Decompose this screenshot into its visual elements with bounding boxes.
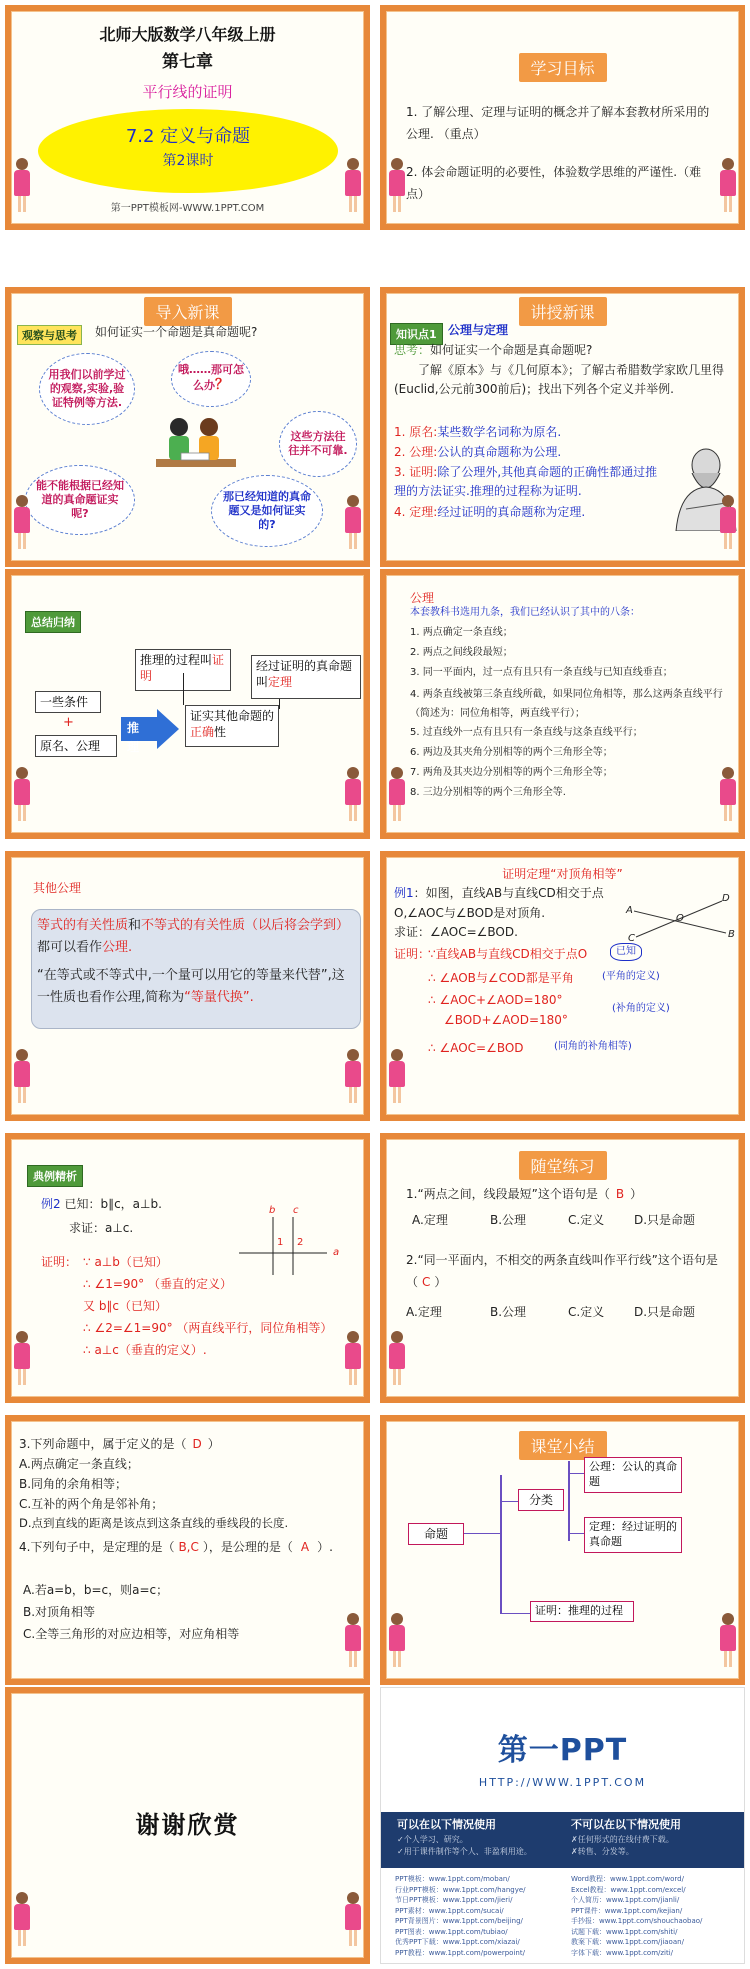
conditions-box: 一些条件 (35, 691, 101, 713)
other-axioms-title: 其他公理 (33, 881, 82, 895)
resource-link[interactable]: PPT教程：www.1ppt.com/powerpoint/ (395, 1948, 525, 1957)
brand-url: HTTP://WWW.1PPT.COM (478, 1776, 647, 1789)
thought-bubble: 这些方法往往并不可靠. (279, 411, 357, 477)
resource-link[interactable]: PPT素材：www.1ppt.com/sucai/ (395, 1906, 504, 1915)
slide-practice (380, 1133, 745, 1403)
proof-line: ∵直线AB与直线CD相交于点O (428, 947, 588, 961)
def-theorem: 4. 定理:经过证明的真命题称为定理. (394, 505, 586, 519)
connector-line (183, 673, 184, 705)
node-proposition: 命题 (408, 1523, 464, 1545)
practice-heading: 随堂练习 (518, 1151, 606, 1180)
lesson-period: 第2课时 (162, 153, 214, 169)
goals-heading: 学习目标 (518, 53, 606, 82)
proof-line: ∴ ∠1=90° （垂直的定义） (83, 1277, 232, 1291)
point-label-b: B (728, 929, 735, 940)
line-label-b: b (269, 1205, 276, 1216)
series-title: 北师大版数学八年级上册 (99, 25, 276, 44)
other-axioms-p2: “在等式或不等式中,一个量可以用它的等量来代替”,这一性质也看作公理,简称为“等量代换”. (37, 968, 345, 1006)
node-theorem: 定理：经过证明的真命题 (584, 1517, 682, 1553)
slide-other-axioms (5, 851, 370, 1121)
result-box: 证实其他命题的正确性 (185, 705, 279, 747)
goal-item: 2. 体会命题证明的必要性，体验数学思维的严谨性.（难点） (406, 165, 702, 202)
node-axiom: 公理：公认的真命题 (584, 1457, 682, 1493)
theorem-title: 证明定理“对顶角相等” (502, 867, 623, 881)
slide-goals (380, 5, 745, 230)
plus-sign: + (63, 715, 74, 730)
q1-option: D.只是命题 (634, 1213, 696, 1227)
girl-illustration (13, 1049, 31, 1105)
question-1: 1.“两点之间，线段最短”这个语句是（ B ） (406, 1187, 643, 1201)
girl-illustration (719, 158, 737, 214)
q2-option: A.定理 (406, 1305, 442, 1319)
intro-heading: 导入新课 (143, 297, 231, 326)
girl-illustration (344, 1331, 362, 1387)
resource-link[interactable]: 手抄报：www.1ppt.com/shouchaobao/ (571, 1917, 703, 1925)
proof-line: ∴ ∠AOC=∠BOD (428, 1041, 524, 1055)
girl-illustration (719, 495, 737, 551)
resource-link[interactable]: Word教程：www.1ppt.com/word/ (571, 1875, 684, 1883)
slide-thanks (5, 1687, 370, 1964)
proof-line: ∠BOD+∠AOD=180° (444, 1013, 568, 1027)
connector-line (570, 1533, 584, 1534)
slide-example (5, 1133, 370, 1403)
line-label-a: a (333, 1247, 340, 1258)
footer-text: 第一PPT模板网-WWW.1PPT.COM (110, 203, 265, 214)
proof-line: ∴ a⊥c（垂直的定义）. (83, 1343, 207, 1357)
cannot-use-item: ✗任何形式的在线付费下载。 (571, 1835, 674, 1844)
lecture-heading: 讲授新课 (518, 297, 606, 326)
girl-illustration (388, 1331, 406, 1387)
point-label-a: A (626, 905, 633, 916)
proof-label: 证明： (41, 1255, 78, 1269)
intro-question: 如何证实一个命题是真命题呢? (95, 325, 258, 339)
summary-tag: 总结归纳 (25, 611, 81, 633)
thought-bubble: 用我们以前学过的观察,实验,验证特例等方法. (39, 353, 135, 425)
girl-illustration (13, 495, 31, 551)
connector-line (500, 1613, 530, 1614)
thought-bubble: 能不能根据已经知道的真命题证实呢? (25, 465, 135, 535)
prove-statement: 求证：∠AOC=∠BOD. (394, 925, 518, 939)
point-label-d: D (722, 893, 730, 904)
observe-tag: 观察与思考 (17, 325, 82, 345)
students-illustration (151, 411, 241, 481)
angle-label-1: 1 (277, 1237, 284, 1248)
axiom-item: 1. 两点确定一条直线； (410, 627, 513, 638)
girl-illustration (388, 767, 406, 823)
connector-line (464, 1533, 500, 1534)
slide-lecture (380, 287, 745, 567)
resource-link[interactable]: 优秀PPT下载：www.1ppt.com/xiazai/ (395, 1938, 520, 1946)
girl-illustration (344, 1613, 362, 1669)
slide-wrapup (380, 1415, 745, 1685)
girl-illustration (344, 1049, 362, 1105)
axiom-item: 7. 两角及其夹边分别相等的两个三角形全等； (410, 767, 613, 778)
girl-illustration (13, 767, 31, 823)
resource-link[interactable]: PPT图表：www.1ppt.com/tubiao/ (395, 1927, 508, 1936)
question-2: 2.“同一平面内，不相交的两条直线叫作平行线”这个语句是（ C ） (406, 1253, 718, 1290)
can-use-title: 可以在以下情况使用 (397, 1818, 496, 1831)
prove-statement: 求证：a⊥c. (69, 1221, 134, 1235)
resource-link[interactable]: 试题下载：www.1ppt.com/shiti/ (571, 1927, 678, 1936)
reason-note: (补角的定义) (612, 1003, 670, 1014)
section-subtitle: 平行线的证明 (142, 83, 233, 101)
proof-line: ∴ ∠AOB与∠COD都是平角 (428, 971, 574, 985)
resource-link[interactable]: PPT背景图片：www.1ppt.com/beijing/ (395, 1917, 523, 1925)
q3-option: A.两点确定一条直线； (19, 1457, 139, 1471)
axiom-item: 4. 两条直线被第三条直线所截，如果同位角相等，那么这两条直线平行（简述为：同位角相等，两直线平行）； (410, 689, 723, 719)
axiom-item: 3. 同一平面内，过一点有且只有一条直线与已知直线垂直； (410, 667, 673, 678)
girl-illustration (13, 1892, 31, 1948)
wrapup-heading: 课堂小结 (518, 1431, 606, 1460)
q4-option: B.对顶角相等 (23, 1605, 96, 1619)
theorem-box: 经过证明的真命题叫定理 (251, 655, 361, 699)
def-primitive: 1. 原名:某些数学名词称为原名. (394, 425, 562, 439)
proof-box: 推理的过程叫证明 (135, 649, 231, 691)
chapter-title: 第七章 (162, 52, 213, 72)
thought-bubble: 哦……那可怎么办？ (171, 351, 251, 407)
q2-option: C.定义 (568, 1305, 605, 1319)
axiom-item: 6. 两边及其夹角分别相等的两个三角形全等； (410, 747, 613, 758)
q4-option: A.若a=b，b=c，则a=c； (23, 1583, 169, 1597)
axiom-item: 8. 三边分别相等的两个三角形全等. (410, 787, 566, 798)
reason-note: 已知 (610, 943, 642, 961)
girl-illustration (719, 767, 737, 823)
resource-link[interactable]: 教案下载：www.1ppt.com/jiaoan/ (571, 1938, 684, 1946)
question-3: 3.下列命题中，属于定义的是（ D ） (19, 1437, 220, 1451)
q2-option: B.公理 (490, 1305, 527, 1319)
axiom-item: 5. 过直线外一点有且只有一条直线与这条直线平行； (410, 727, 643, 738)
connector-line (570, 1473, 584, 1474)
think-line: 思考：如何证实一个命题是真命题呢? (394, 343, 593, 357)
slide-title (5, 5, 370, 230)
girl-illustration (13, 1331, 31, 1387)
point-label-o: O (676, 913, 684, 924)
connector-line (279, 699, 280, 709)
q4-option: C.全等三角形的对应边相等，对应角相等 (23, 1627, 240, 1641)
girl-illustration (388, 158, 406, 214)
resource-link[interactable]: 节日PPT模板：www.1ppt.com/jieri/ (395, 1896, 513, 1904)
slide-copyright (380, 1687, 745, 1964)
resource-link[interactable]: 字体下载：www.1ppt.com/ziti/ (571, 1948, 674, 1957)
question-4: 4.下列句子中，是定理的是（ B,C ），是公理的是（ A ）. (19, 1540, 333, 1554)
example-2: 例2 已知：b∥c，a⊥b. (41, 1197, 162, 1211)
resource-link[interactable]: 个人简历：www.1ppt.com/jianli/ (571, 1896, 680, 1904)
can-use-item: ✓用于课件制作等个人、非盈利用途。 (397, 1847, 532, 1856)
cannot-use-title: 不可以在以下情况使用 (571, 1818, 681, 1831)
link-list-right (571, 1874, 739, 1958)
slide-vertical-angles (380, 851, 745, 1121)
proof-line: ∵ a⊥b（已知） (83, 1255, 168, 1269)
example-1: 例1：如图，直线AB与直线CD相交于点O,∠AOC与∠BOD是对顶角. (394, 886, 604, 921)
slide-exercises (5, 1415, 370, 1685)
girl-illustration (344, 1892, 362, 1948)
angle-label-2: 2 (297, 1237, 304, 1248)
lesson-title: 7.2 定义与命题 (125, 126, 251, 147)
connector-line (500, 1475, 502, 1613)
reason-note: (同角的补角相等) (554, 1041, 632, 1052)
cannot-use-item: ✗转售、分发等。 (571, 1847, 634, 1856)
line-label-c: c (293, 1205, 299, 1216)
axiom-item: 2. 两点之间线段最短； (410, 647, 513, 658)
resource-link[interactable]: Excel教程：www.1ppt.com/excel/ (571, 1885, 686, 1894)
q3-option: B.同角的余角相等； (19, 1477, 128, 1491)
slide-axioms (380, 569, 745, 839)
def-proof: 3. 证明:除了公理外,其他真命题的正确性都通过推理的方法证实.推理的过程称为证明. (394, 465, 658, 498)
q1-option: C.定义 (568, 1213, 605, 1227)
proof-line: 又 b∥c（已知） (83, 1299, 168, 1313)
girl-illustration (719, 1613, 737, 1669)
slide-summary: 总结归纳 推理的过程叫证明 经过证明的真命题叫定理 一些条件 + 原名、公理 推理 证实其他命题的正确性 (5, 569, 370, 839)
proof-label: 证明： (394, 947, 431, 961)
q3-option: D.点到直线的距离是该点到这条直线的垂线段的长度. (19, 1516, 289, 1530)
girl-illustration (13, 158, 31, 214)
def-axiom: 2. 公理:公认的真命题称为公理. (394, 445, 562, 459)
proof-line: ∴ ∠AOC+∠AOD=180° (428, 993, 563, 1007)
resource-link[interactable]: PPT课件：www.1ppt.com/kejian/ (571, 1906, 683, 1915)
axioms-title: 公理 (410, 591, 435, 605)
thanks-text: 谢谢欣赏 (135, 1811, 240, 1839)
girl-illustration (388, 1049, 406, 1105)
knowledge-tag: 知识点1 (390, 323, 443, 345)
intro-paragraph: 了解《原本》与《几何原本》；了解古希腊数学家欧几里得(Euclid,公元前300前后)；找出下列各个定义并举例. (394, 363, 725, 396)
girl-illustration (388, 1613, 406, 1669)
girl-illustration (344, 767, 362, 823)
example-tag: 典例精析 (27, 1165, 83, 1187)
other-axioms-p1: 等式的有关性质和不等式的有关性质（以后将会学到）都可以看作公理. (37, 918, 350, 956)
brand-logo: 第一PPT (497, 1733, 628, 1768)
link-list-left (395, 1874, 563, 1958)
slide-intro (5, 287, 370, 567)
proof-line: ∴ ∠2=∠1=90° （两直线平行，同位角相等） (83, 1321, 333, 1335)
reason-note: (平角的定义) (602, 971, 660, 982)
q2-option: D.只是命题 (634, 1305, 696, 1319)
can-use-item: ✓个人学习、研究。 (397, 1835, 468, 1844)
knowledge-title: 公理与定理 (448, 323, 509, 337)
point-label-c: C (628, 933, 635, 944)
q1-option: A.定理 (412, 1213, 448, 1227)
q1-option: B.公理 (490, 1213, 527, 1227)
node-classify: 分类 (518, 1489, 564, 1511)
node-proof: 证明：推理的过程 (530, 1601, 634, 1622)
girl-illustration (344, 495, 362, 551)
resource-link[interactable]: 行业PPT模板：www.1ppt.com/hangye/ (395, 1885, 526, 1894)
thought-bubble: 那已经知道的真命题又是如何证实的? (211, 475, 323, 547)
goal-item: 1. 了解公理、定理与证明的概念并了解本套教材所采用的公理. （重点） (406, 105, 710, 142)
axioms-intro: 本套教科书选用九条，我们已经认识了其中的八条： (410, 607, 640, 618)
parallel-lines-figure (235, 1209, 335, 1281)
q3-option: C.互补的两个角是邻补角； (19, 1497, 164, 1511)
axioms-box: 原名、公理 (35, 735, 117, 757)
resource-link[interactable]: PPT模板：www.1ppt.com/moban/ (395, 1875, 510, 1883)
girl-illustration (344, 158, 362, 214)
